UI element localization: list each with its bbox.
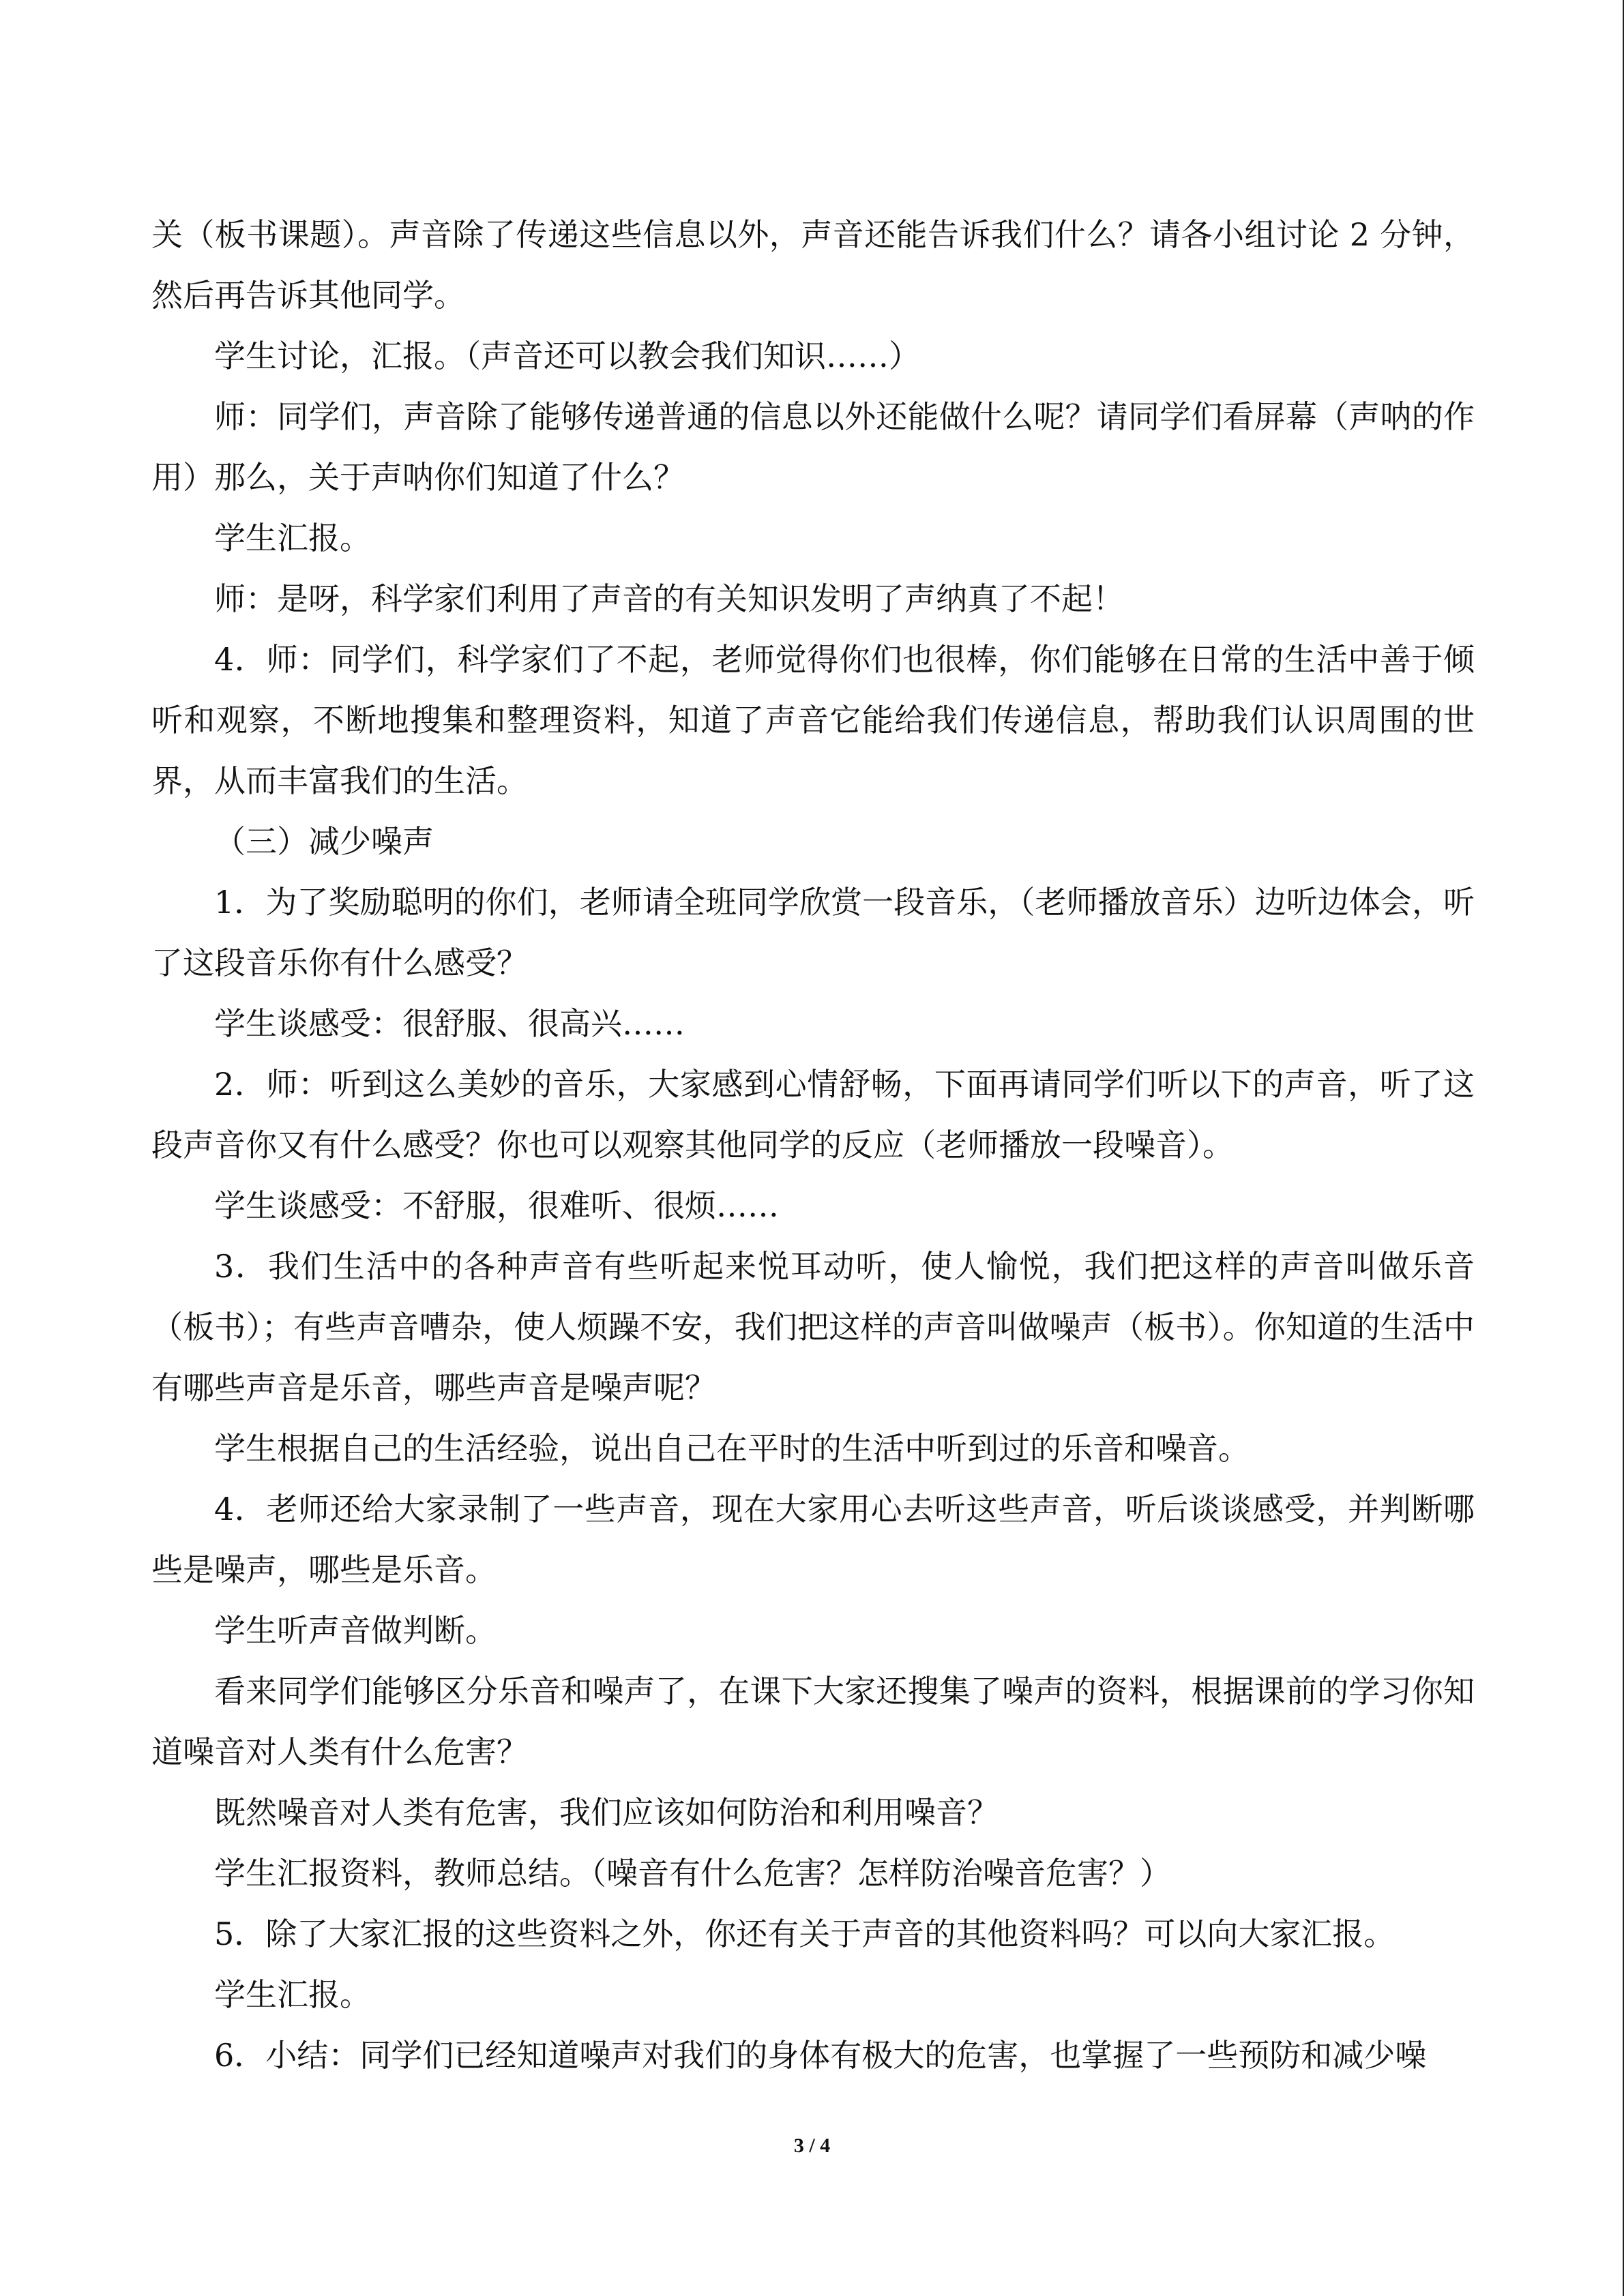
paragraph: 学生讨论，汇报。（声音还可以教会我们知识……）: [214, 338, 920, 374]
paragraph: 学生谈感受：不舒服，很难听、很烦……: [214, 1187, 779, 1224]
paragraph: 5．除了大家汇报的这些资料之外，你还有关于声音的其他资料吗？可以向大家汇报。: [214, 1915, 1396, 1952]
paragraph: 1．为了奖励聪明的你们，老师请全班同学欣赏一段音乐，（老师播放音乐）边听边体会，听了这段音乐你有什么感受？: [151, 884, 1475, 981]
paragraph: 学生根据自己的生活经验，说出自己在平时的生活中听到过的乐音和噪音。: [214, 1430, 1250, 1467]
paragraph: 2．师：听到这么美妙的音乐，大家感到心情舒畅，下面再请同学们听以下的声音，听了这段声音你又有什么感受？你也可以观察其他同学的反应（老师播放一段噪音）。: [151, 1066, 1475, 1163]
paragraph: 学生汇报。: [214, 520, 371, 556]
section-heading: （三）减少噪声: [214, 823, 434, 860]
paragraph: 师：是呀，科学家们利用了声音的有关知识发明了声纳真了不起！: [214, 580, 1124, 617]
document-body: [151, 205, 1475, 2086]
paragraph: 师：同学们，声音除了能够传递普通的信息以外还能做什么呢？请同学们看屏幕（声呐的作用）那么，关于声呐你们知道了什么？: [151, 398, 1475, 496]
paragraph: 4．师：同学们，科学家们了不起，老师觉得你们也很棒，你们能够在日常的生活中善于倾听和观察，不断地搜集和整理资料，知道了声音它能给我们传递信息，帮助我们认识周围的世界，从而丰富我们的生活。: [151, 641, 1475, 799]
paragraph: 学生谈感受：很舒服、很高兴……: [214, 1005, 685, 1042]
paragraph: 3．我们生活中的各种声音有些听起来悦耳动听，使人愉悦，我们把这样的声音叫做乐音（板书）；有些声音嘈杂，使人烦躁不安，我们把这样的声音叫做噪声（板书）。你知道的生活中有哪些声音是乐音，哪些声音是噪声呢？: [151, 1248, 1475, 1406]
paragraph: 6．小结：同学们已经知道噪声对我们的身体有极大的危害，也掌握了一些预防和减少噪: [214, 2037, 1427, 2074]
paragraph: 学生汇报。: [214, 1976, 371, 2013]
paragraph: 学生汇报资料，教师总结。（噪音有什么危害？怎样防治噪音危害？）: [214, 1855, 1171, 1892]
page-number: 3 / 4: [793, 2134, 831, 2157]
paragraph: 学生听声音做判断。: [214, 1612, 497, 1649]
paragraph: 看来同学们能够区分乐音和噪声了，在课下大家还搜集了噪声的资料，根据课前的学习你知道噪音对人类有什么危害？: [151, 1673, 1475, 1770]
paragraph: 4．老师还给大家录制了一些声音，现在大家用心去听这些声音，听后谈谈感受，并判断哪些是噪声，哪些是乐音。: [151, 1491, 1475, 1588]
paragraph: 既然噪音对人类有危害，我们应该如何防治和利用噪音？: [214, 1794, 999, 1831]
paragraph-continuation: 关（板书课题）。声音除了传递这些信息以外，声音还能告诉我们什么？请各小组讨论 2 分钟，然后再告诉其他同学。: [151, 216, 1475, 314]
